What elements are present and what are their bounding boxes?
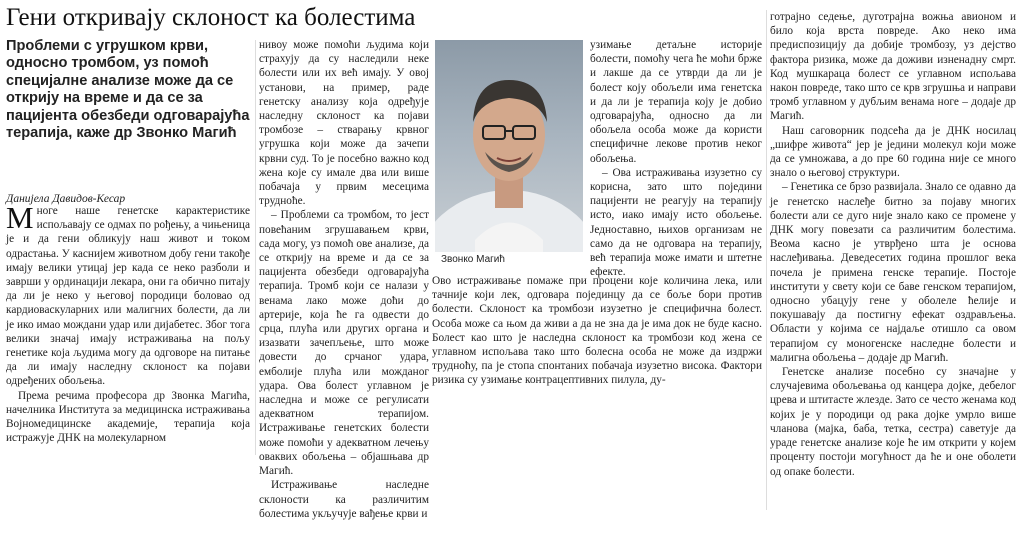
article-title: Гени откривају склоност ка болестима <box>6 4 416 31</box>
column-divider <box>766 10 767 510</box>
col2-paragraph-1: нивоу може помоћи људима који страхују да су наследили неке болести или их већ имају. У овој установи, на пример, раде генетску анализу која одређује наследну склоност ка појави тромбозе – стварању крвног угрушка који може да зачепи крвни суд. То је посебно важно код жена које су имале два или више побачаја у првим месецима трудноће. <box>259 39 429 208</box>
col4-paragraph-2: Наш саговорник подсећа да је ДНК носилац „шифре живота“ јер је једини молекул који може да се умножава, а до пре 60 година није се много знало о његовој структури. <box>770 124 1016 180</box>
col3-paragraph-3: Ово истраживање помаже при процени које количина лека, или тачније који лек, одговара појединцу да се боље бори против болести. Склоност ка тромбози изузетно је специфична болест. Особа може са њом да живи а да не зна да је има док не буде касно. Болест као што је наследна склоност ка тромбози код жена се углавном испољава тако што болесна особа не може да издржи трудноћу, па је стопа спонтаних побачаја изузетно висока. Фактори ризика су узимање контрацептивних пилула, ду- <box>432 275 762 387</box>
text-column-3-upper <box>590 38 762 279</box>
byline: Данијела Давидов-Кесар <box>6 193 126 205</box>
drop-cap: М <box>6 200 34 235</box>
text-column-4 <box>770 10 1016 479</box>
portrait-illustration <box>435 40 583 252</box>
col1-paragraph-2: Према речима професора др Звонка Магића, начелника Института за медицинска истраживања Војномедицинске академије, терапија која истражује ДНК на молекуларном <box>6 389 250 445</box>
col3-paragraph-2: – Ова истраживања изузетно су корисна, зато што поједини пацијенти не реагују на терапију исто, иако имају исто обољење. Једноставно, њихов организам не само да не одговара на терапију, већ терапија може имати и штетне ефекте. <box>590 166 762 279</box>
article-deck: Проблеми с угрушком крви, односно тромбом, уз помоћ специјалне анализе може да се открију на време и да се за пацијента обезбеди одговарајућа терапија, каже др Звонко Магић <box>6 38 250 142</box>
col4-paragraph-1: готрајно седење, дуготрајна вожња авионом и било која врста повреде. Ако неко има предиспозицију да добије тромбозу, уз дејство фактора ризика, може да доживи изненадну смрт. Код мушкараца болест се углавном испољава након повреде, тако што се крв згрушња и направи тромб углавном у дубљим венама ноге – додаје др Магић. <box>770 11 1016 123</box>
col1-paragraph-1-text: ноге наше генетске карактеристике испољавају се одмах по рођењу, а чињеница је и да гени обликују наш живот и током одрастања. У каснијем животном добу гени такође имају велики утицај јер када се неко разболи и заврши у ординацији лекара, они га обично питају да ли је неко у његовој породици боловао од кардиоваскуларних или малигних болести, да ли је ико имао мождани удар или дијабетес. Због тога велики значај имају истраживања на пољу генетике која људима могу да одговоре на питање да ли имају наследну склоност ка појави одређених обољења. <box>6 205 250 388</box>
col3-paragraph-1: узимање детаљне историје болести, помоћу чега ће моћи брже и лакше да се утврди да ли је болест коју обољели има генетска и да ли је терапија коју је добио одговарајућа, односно да ли обољела особа може да користи специфичне лекове против неког обољења. <box>590 39 762 165</box>
portrait-photo <box>435 40 583 252</box>
photo-caption: Звонко Магић <box>441 254 505 265</box>
text-column-1 <box>6 200 250 445</box>
text-column-2 <box>259 38 429 521</box>
text-column-3-lower <box>432 274 762 388</box>
col4-paragraph-3: – Генетика се брзо развијала. Знало се одавно да је генетско наслеђе битно за појаву многих болести али се дуго није знало како се промене у ДНК могу повезати са различитим болестима. Веома касно је утврђено шта је основа наслеђивања. Деведесетих година прошлог века почела је примена генске терапије. Постоје институти у свету који се баве генском терапијом, односно убацују гене у оболеле ћелије и покушавају да постигну ефекат оздрављења. Области у којима се најдаље отишло са овом терапијом су моногенске наследне болести и малигна обољења – додаје др Магић. <box>770 181 1016 364</box>
col1-paragraph-1 <box>6 200 250 389</box>
column-divider <box>255 40 256 455</box>
col2-paragraph-2: – Проблеми са тромбом, то јест повећаним згрушавањем крви, сада могу, уз помоћ ове анализе, да се открију на време и да се за пацијента обезбеди одговарајућа терапија. Тромб који се налази у венама лако може доћи до артерије, која ће га одвести до срца, плућа или других органа и изазвати зачепљење, што може довести до срчаног удара, емболије плућа или можданог удара. Ова болест углавном је наследна и може се регулисати адекватном терапијом. Истраживање генетских болести може помоћи у адекватном лечењу оваквих обољења – објашњава др Магић. <box>259 209 429 478</box>
col4-paragraph-4: Генетске анализе посебно су значајне у случајевима обољевања од канцера дојке, дебелог црева и штитасте жлезде. Зато се често женама код којих је у породици од рака дојке умрло више чланова (мајка, баба, тетка, сестра) саветује да ураде генетске анализе које ће им открити у којем проценту постоји могућност да ће и оне оболети од опаке болести. <box>770 366 1016 478</box>
col2-paragraph-3: Истраживање наследне склоности ка различитим болестима укључује вађење крви и <box>259 479 429 520</box>
